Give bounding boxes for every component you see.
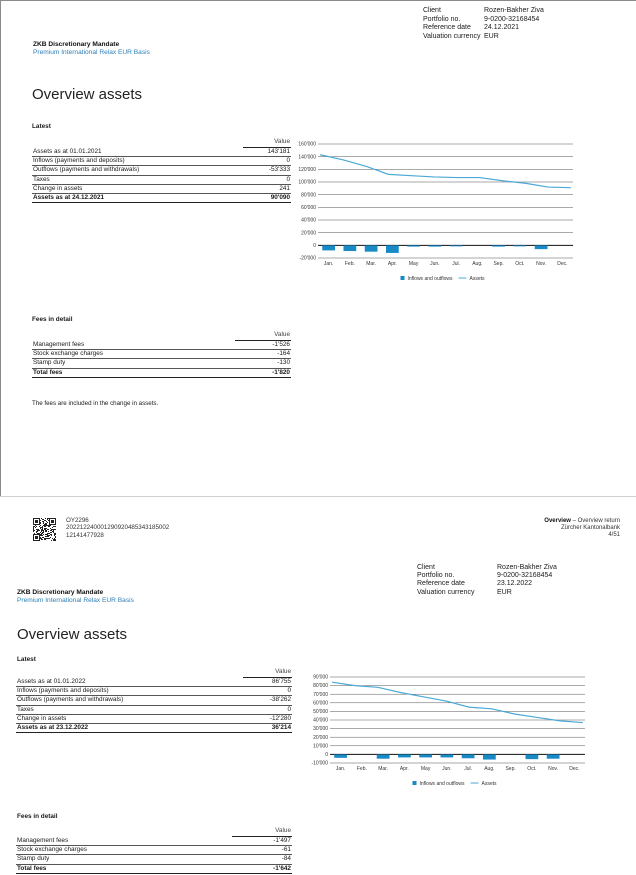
x-tick-label: Apr. (399, 766, 409, 772)
x-tick-label: Feb. (344, 261, 355, 267)
client-value: Rozen-Bakher Ziva (484, 7, 544, 14)
y-tick-label: 140'000 (298, 154, 316, 161)
y-tick-label: 0 (313, 242, 316, 249)
x-tick-label: Dec. (557, 261, 568, 267)
flow-bar (322, 245, 335, 250)
flow-bar (441, 754, 454, 757)
mandate-block (33, 41, 150, 57)
flow-bar (377, 754, 390, 758)
x-tick-label: Jan. (335, 766, 346, 772)
reference-date-label: Reference date (417, 580, 465, 588)
x-tick-label: Oct. (515, 261, 525, 267)
currency-value: EUR (484, 32, 499, 40)
y-tick-label: 60'000 (313, 700, 328, 707)
x-tick-label: Feb. (356, 766, 367, 772)
assets-chart (312, 673, 587, 793)
y-tick-label: -20'000 (299, 255, 316, 262)
x-tick-label: Jul. (452, 261, 461, 267)
x-tick-label: Jun. (442, 766, 452, 772)
x-tick-label: Mar. (366, 261, 376, 267)
fees-heading: Fees in detail (17, 813, 58, 820)
table-row: Inflows (payments and deposits) 0 (17, 687, 291, 695)
y-tick-label: 60'000 (301, 204, 316, 211)
flow-bar (526, 754, 539, 759)
table-row: Stock exchange charges -164 (33, 350, 290, 358)
value-header: Value (235, 330, 291, 341)
flow-bar (344, 245, 357, 251)
flow-bar (492, 245, 505, 246)
value-header: Value (232, 826, 292, 837)
mandate-subtitle: Premium International Relax EUR Basis (33, 49, 150, 56)
reference-date-label: Reference date (423, 24, 471, 32)
portfolio-value: 9-0200-32168454 (497, 572, 553, 580)
y-tick-label: 10'000 (313, 743, 328, 750)
latest-heading: Latest (32, 123, 51, 130)
y-tick-label: 70'000 (313, 691, 328, 698)
page-border-left (0, 0, 1, 497)
y-tick-label: -10'000 (311, 760, 328, 767)
x-tick-label: Aug. (484, 766, 495, 772)
qr-code-icon (33, 518, 56, 541)
table-row: Assets as at 01.01.2021 143'181 (33, 147, 290, 155)
x-tick-label: Sep. (493, 261, 504, 267)
y-tick-label: 80'000 (313, 683, 328, 690)
table-row: Management fees -1'497 (17, 836, 291, 844)
table-row: Outflows (payments and withdrawals) -38'262 (17, 696, 291, 704)
legend-bar-swatch (413, 781, 417, 785)
total-row: Total fees -1'820 (33, 368, 290, 376)
page-border-top (0, 0, 636, 1)
value-header: Value (243, 667, 292, 678)
x-tick-label: Oct. (527, 766, 537, 772)
flow-bar (398, 754, 411, 757)
chart-svg (312, 673, 587, 793)
flow-bar (407, 245, 420, 246)
x-tick-label: Jan. (323, 261, 334, 267)
mandate-block (17, 589, 134, 605)
table-row: Stamp duty -84 (17, 855, 291, 863)
table-row: Stock exchange charges -61 (17, 846, 291, 854)
table-row: Management fees -1'526 (33, 340, 290, 348)
legend-label: Inflows and outflows (407, 276, 453, 282)
flow-bar (386, 245, 399, 253)
header-bank: Zürcher Kantonalbank (560, 525, 620, 532)
y-tick-label: 100'000 (298, 179, 316, 186)
client-info-block (423, 7, 623, 47)
legend-label: Assets (481, 781, 497, 787)
table-row: Change in assets 241 (33, 184, 290, 192)
currency-label: Valuation currency (417, 588, 475, 596)
x-tick-label: May (420, 766, 431, 772)
x-tick-label: Apr. (387, 261, 397, 267)
client-label: Client (417, 564, 435, 571)
x-tick-label: Dec. (569, 766, 580, 772)
reference-date-value: 24.12.2021 (484, 24, 520, 32)
x-tick-label: Sep. (505, 766, 516, 772)
assets-line (332, 682, 583, 722)
chart-svg (300, 140, 575, 288)
flow-bar (419, 754, 432, 757)
flow-bar (450, 245, 463, 246)
legend-bar-swatch (401, 276, 405, 280)
header-section: Overview (544, 518, 571, 524)
y-tick-label: 20'000 (313, 734, 328, 741)
currency-value: EUR (497, 588, 512, 596)
header-suffix: – Overview return (572, 518, 620, 524)
document-id: 12141477928 (66, 531, 104, 539)
y-tick-label: 160'000 (298, 141, 316, 148)
assets-chart (300, 140, 575, 288)
total-row: Assets as at 24.12.2021 90'090 (33, 194, 290, 202)
y-tick-label: 90'000 (313, 674, 328, 681)
client-info-block (417, 564, 617, 604)
portfolio-value: 9-0200-32168454 (484, 15, 540, 23)
fees-heading: Fees in detail (32, 316, 73, 323)
client-label: Client (423, 7, 441, 14)
flow-bar (547, 754, 560, 758)
total-row: Total fees -1'642 (17, 864, 291, 872)
fees-note: The fees are included in the change in assets. (32, 400, 159, 407)
y-tick-label: 40'000 (313, 717, 328, 724)
table-row: Taxes 0 (33, 175, 290, 183)
value-header: Value (243, 137, 291, 148)
mandate-title: ZKB Discretionary Mandate (17, 589, 104, 596)
total-row: Assets as at 23.12.2022 36'214 (17, 724, 291, 732)
legend-label: Assets (469, 276, 485, 282)
table-row: Taxes 0 (17, 705, 291, 713)
table-row: Outflows (payments and withdrawals) -53'333 (33, 166, 290, 174)
table-row: Assets as at 01.01.2022 86'755 (17, 677, 291, 685)
y-tick-label: 50'000 (313, 709, 328, 715)
y-tick-label: 40'000 (301, 217, 316, 224)
portfolio-label: Portfolio no. (417, 572, 455, 580)
currency-label: Valuation currency (423, 32, 481, 40)
flow-bar (429, 245, 442, 246)
table-row: Change in assets -12'280 (17, 714, 291, 722)
x-tick-label: Mar. (378, 766, 388, 772)
document-id: 202212240001290920485343185002 (66, 524, 170, 532)
flow-bar (483, 754, 496, 759)
portfolio-label: Portfolio no. (423, 15, 461, 23)
y-tick-label: 30'000 (313, 726, 328, 733)
latest-table (16, 667, 292, 733)
page-separator (0, 496, 636, 499)
x-tick-label: Nov. (548, 766, 559, 772)
latest-table (32, 137, 291, 203)
table-row: Inflows (payments and deposits) 0 (33, 157, 290, 165)
mandate-title: ZKB Discretionary Mandate (33, 41, 120, 48)
document-ids (66, 517, 169, 539)
page-title: Overview assets (17, 626, 128, 643)
y-tick-label: 0 (325, 752, 328, 758)
y-tick-label: 80'000 (301, 192, 316, 199)
flow-bar (514, 245, 527, 246)
flow-bar (535, 245, 548, 249)
flow-bar (365, 245, 378, 251)
x-tick-label: May (408, 261, 419, 267)
page-title: Overview assets (32, 86, 143, 103)
flow-bar (462, 754, 475, 758)
mandate-subtitle: Premium International Relax EUR Basis (17, 597, 134, 604)
latest-heading: Latest (17, 656, 36, 663)
y-tick-label: 20'000 (301, 230, 316, 237)
flow-bar (334, 754, 347, 757)
x-tick-label: Jul. (464, 766, 473, 772)
legend-label: Inflows and outflows (419, 781, 465, 787)
page-number: 4/51 (608, 532, 620, 539)
client-value: Rozen-Bakher Ziva (497, 564, 557, 571)
x-tick-label: Jun. (430, 261, 440, 267)
document-id: OY2296 (66, 517, 89, 524)
x-tick-label: Nov. (536, 261, 547, 267)
fees-table (32, 330, 291, 378)
assets-line (320, 155, 571, 188)
table-row: Stamp duty -130 (33, 359, 290, 367)
reference-date-value: 23.12.2022 (497, 580, 533, 588)
y-tick-label: 120'000 (298, 166, 316, 173)
page-header-right (544, 518, 620, 540)
fees-table (16, 826, 292, 874)
x-tick-label: Aug. (472, 261, 483, 267)
